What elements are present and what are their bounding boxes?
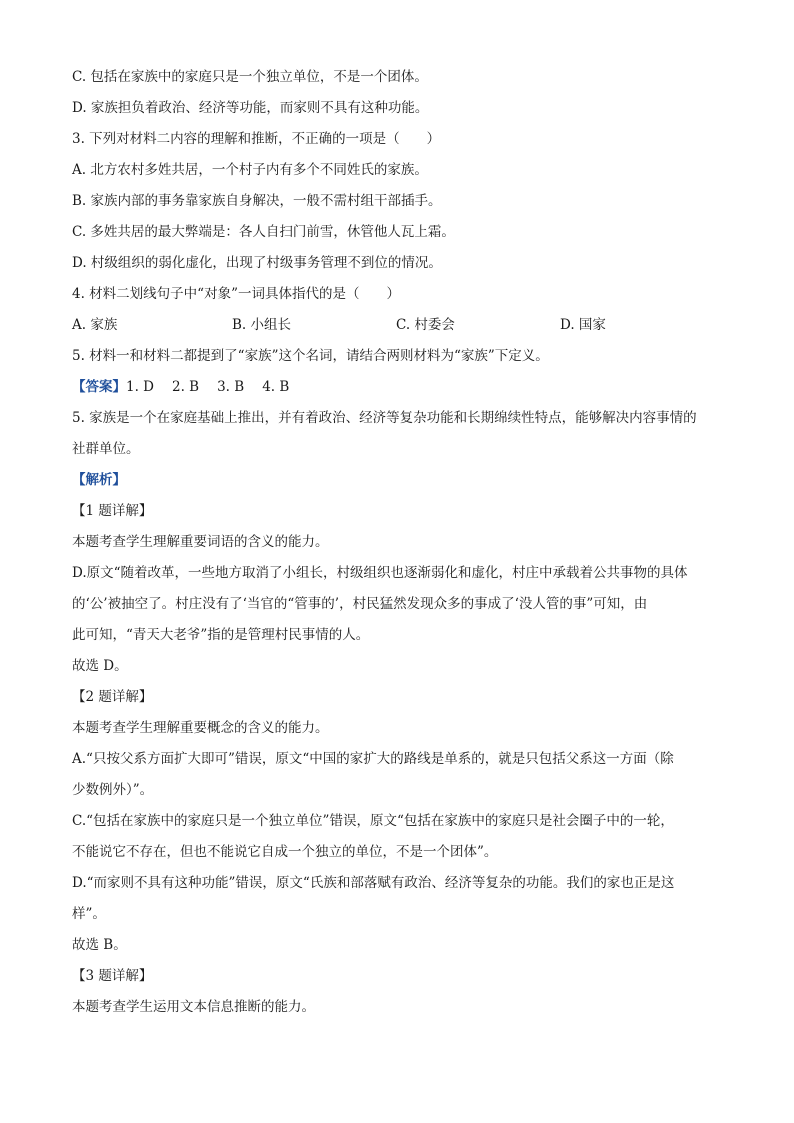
question-4: 4. 材料二划线句子中“对象”一词具体指代的是（ ） [72, 286, 400, 302]
detail-2-d-line1: D.“而家则不具有这种功能”错误，原文“氏族和部落赋有政治、经济等复杂的功能。我们的家也正是这 [72, 875, 675, 891]
option-c-q3: C. 多姓共居的最大弊端是：各人自扫门前雪，休管他人瓦上霜。 [72, 224, 455, 240]
option-b-q4: B. 小组长 [232, 317, 292, 333]
answer-3: 3. B [217, 379, 245, 395]
answer-5-line2: 社群单位。 [72, 441, 140, 457]
option-d-q4: D. 国家 [560, 317, 606, 333]
detail-1-text-line2: 的‘公’被抽空了。村庄没有了‘当官的“管事的’，村民猛然发现众多的事成了‘没人管的事”可知，由 [72, 596, 648, 612]
detail-3-intro: 本题考查学生运用文本信息推断的能力。 [72, 999, 315, 1015]
detail-2-intro: 本题考查学生理解重要概念的含义的能力。 [72, 720, 329, 736]
analysis-label: 【解析】 [72, 472, 126, 488]
option-a-q4: A. 家族 [72, 317, 118, 333]
detail-2-c-line1: C.“包括在家族中的家庭只是一个独立单位”错误，原文“包括在家族中的家庭只是社会圈子中的一轮， [72, 813, 674, 829]
detail-2-conclusion: 故选 B。 [72, 937, 127, 953]
detail-1-text-line3: 此可知，“青天大老爷”指的是管理村民事情的人。 [72, 627, 370, 643]
option-a-q3: A. 北方农村多姓共居，一个村子内有多个不同姓氏的家族。 [72, 162, 428, 178]
detail-1-conclusion: 故选 D。 [72, 658, 128, 674]
question-5: 5. 材料一和材料二都提到了“家族”这个名词，请结合两则材料为“家族”下定义。 [72, 348, 549, 364]
document-page [72, 62, 724, 1023]
options-q4 [72, 310, 724, 341]
option-c-q4: C. 村委会 [396, 317, 455, 333]
option-c-q2: C. 包括在家族中的家庭只是一个独立单位，不是一个团体。 [72, 69, 428, 85]
detail-2-d-line2: 样”。 [72, 906, 106, 922]
detail-2-heading: 【2 题详解】 [72, 689, 153, 705]
detail-1-heading: 【1 题详解】 [72, 503, 153, 519]
option-b-q3: B. 家族内部的事务靠家族自身解决，一般不需村组干部插手。 [72, 193, 442, 209]
answer-line [72, 372, 724, 403]
answer-2: 2. B [172, 379, 200, 395]
answer-1: 1. D [126, 379, 154, 395]
answer-5-line1: 5. 家族是一个在家庭基础上推出，并有着政治、经济等复杂功能和长期绵续性特点，能够解决内容事情的 [72, 410, 697, 426]
detail-3-heading: 【3 题详解】 [72, 968, 153, 984]
detail-2-a-line1: A.“只按父系方面扩大即可”错误，原文“中国的家扩大的路线是单系的，就是只包括父系这一方面（除 [72, 751, 674, 767]
detail-2-a-line2: 少数例外）”。 [72, 782, 154, 798]
detail-2-c-line2: 不能说它不存在，但也不能说它自成一个独立的单位，不是一个团体”。 [72, 844, 498, 860]
detail-1-intro: 本题考查学生理解重要词语的含义的能力。 [72, 534, 329, 550]
question-3: 3. 下列对材料二内容的理解和推断，不正确的一项是（ ） [72, 131, 441, 147]
answer-label: 【答案】 [72, 379, 126, 395]
answer-4: 4. B [262, 379, 290, 395]
detail-1-text-line1: D.原文“随着改革，一些地方取消了小组长，村级组织也逐渐弱化和虚化，村庄中承载着公共事物的具体 [72, 565, 688, 581]
option-d-q2: D. 家族担负着政治、经济等功能，而家则不具有这种功能。 [72, 100, 429, 116]
option-d-q3: D. 村级组织的弱化虚化，出现了村级事务管理不到位的情况。 [72, 255, 442, 271]
